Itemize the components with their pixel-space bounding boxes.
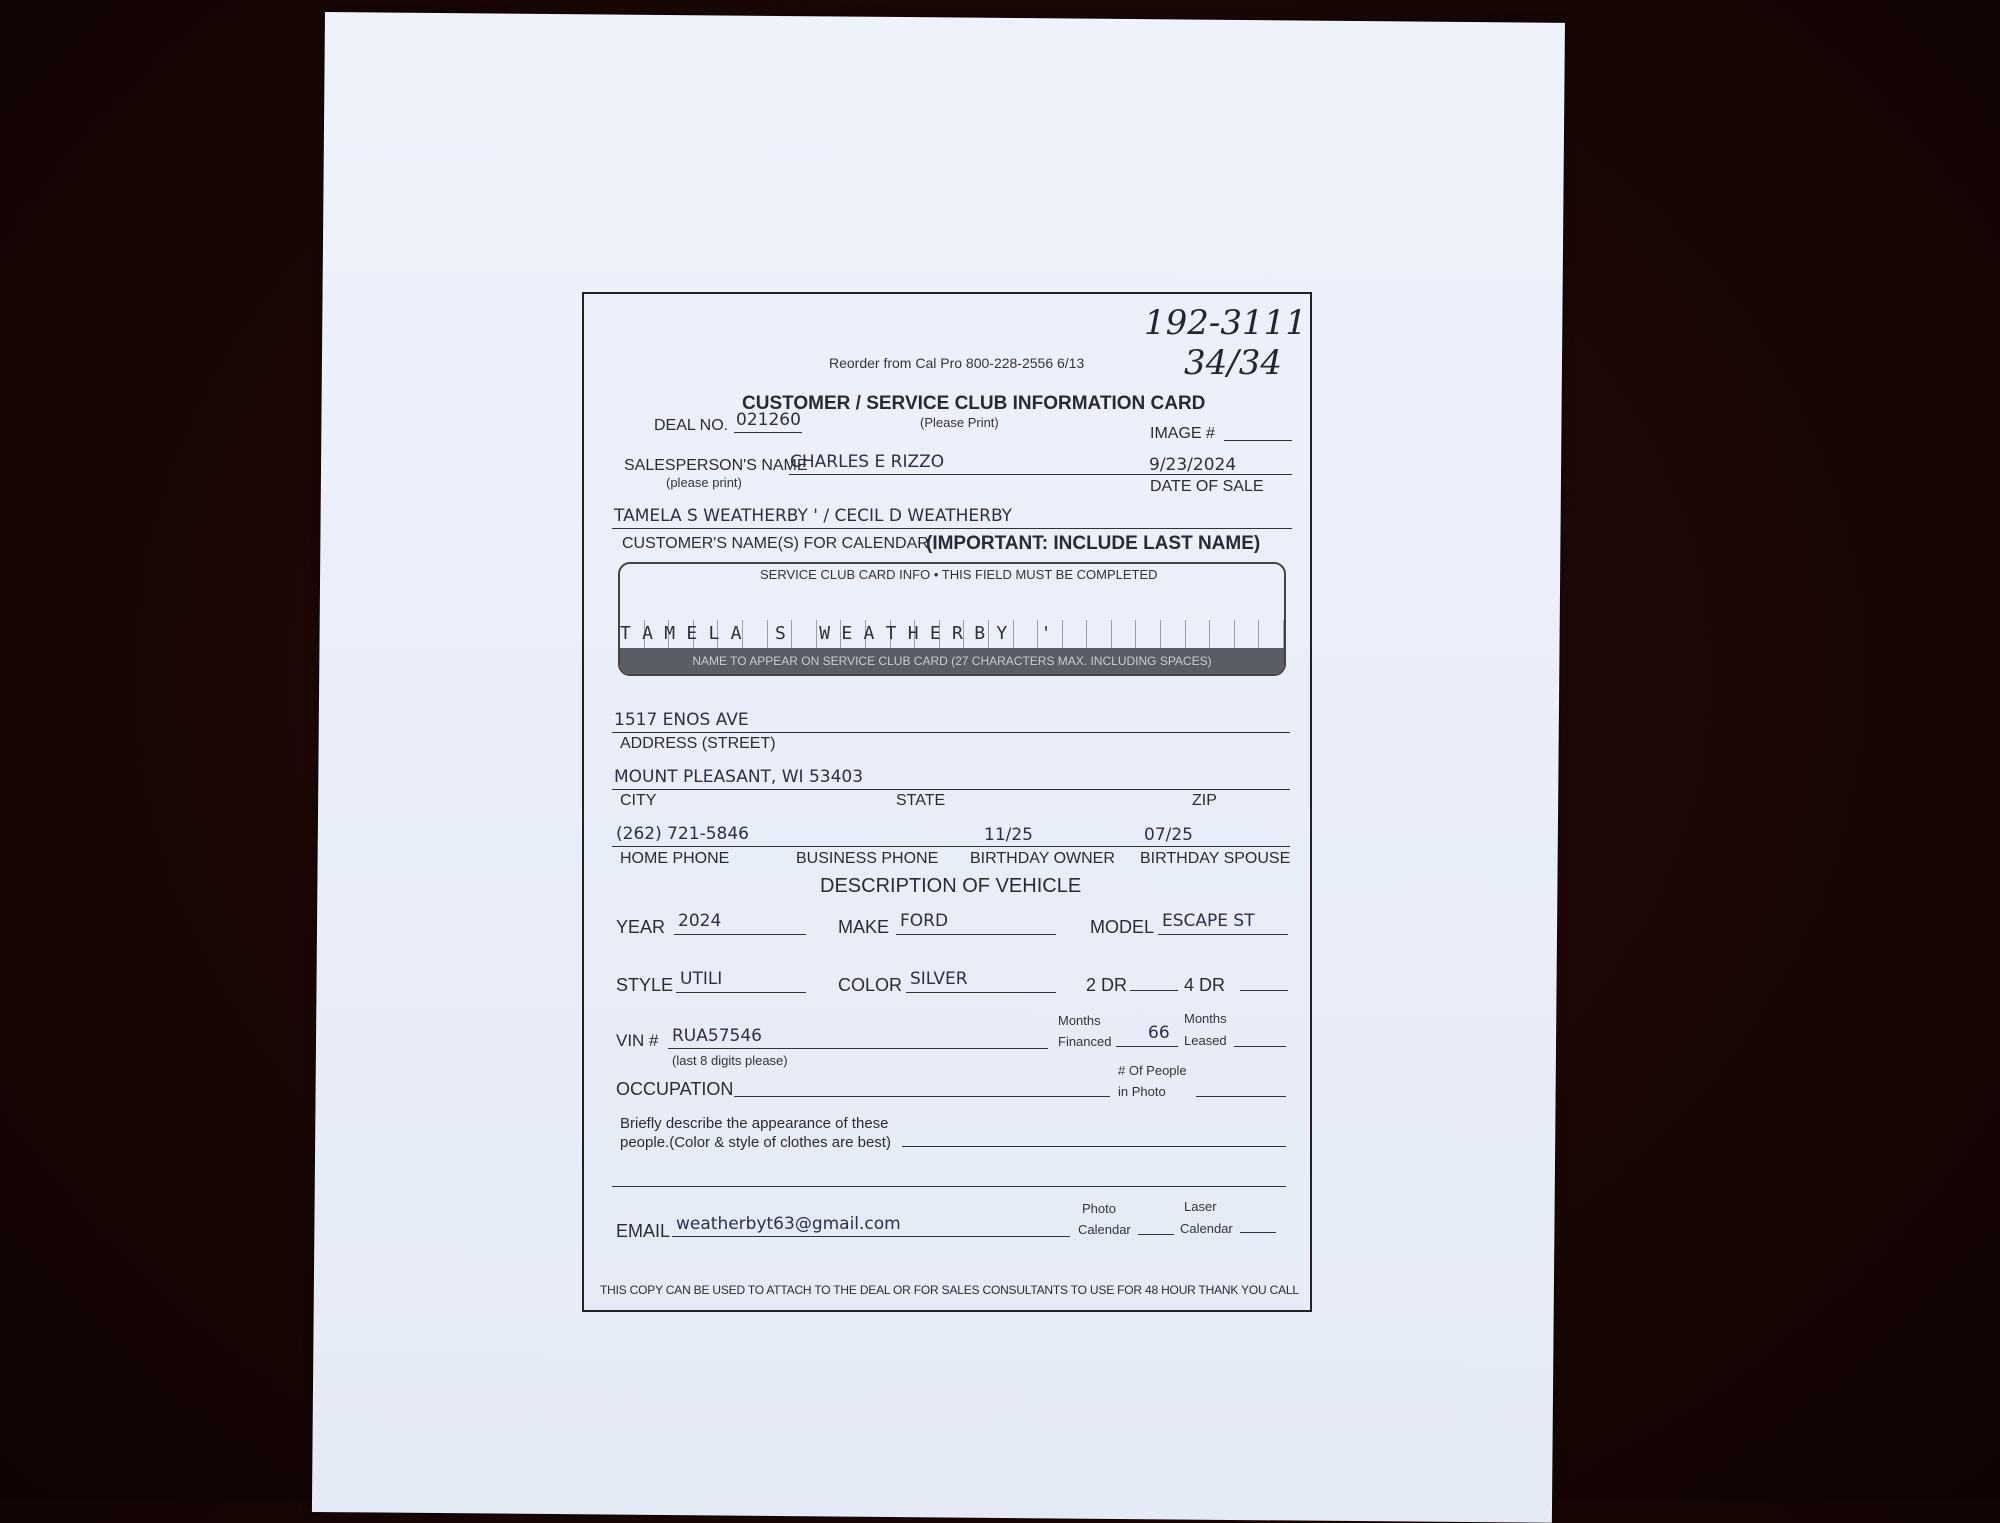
zip-label: ZIP <box>1192 792 1217 809</box>
make-value: FORD <box>900 911 949 931</box>
form-title: CUSTOMER / SERVICE CLUB INFORMATION CARD <box>742 393 1206 414</box>
card-band-label: NAME TO APPEAR ON SERVICE CLUB CARD (27 CHARACTERS MAX. INCLUDING SPACES) <box>620 648 1284 674</box>
describe-label-2: people.(Color & style of clothes are best) <box>620 1134 891 1151</box>
model-label: MODEL <box>1090 917 1155 937</box>
email-value: weatherbyt63@gmail.com <box>676 1214 901 1234</box>
people-in-photo-label-top: # Of People <box>1118 1063 1187 1078</box>
vehicle-heading: DESCRIPTION OF VEHICLE <box>820 875 1082 897</box>
model-value: ESCAPE ST <box>1162 911 1255 931</box>
important-note: (IMPORTANT: INCLUDE LAST NAME) <box>926 533 1261 554</box>
months-leased-label-top: Months <box>1184 1011 1227 1026</box>
style-value: UTILI <box>680 969 723 989</box>
date-of-sale-value: 9/23/2024 <box>1149 455 1237 475</box>
year-value: 2024 <box>678 911 722 931</box>
people-in-photo-label-bottom: in Photo <box>1118 1084 1166 1099</box>
birthday-owner-label: BIRTHDAY OWNER <box>970 850 1115 867</box>
image-no-label: IMAGE # <box>1150 425 1215 442</box>
salesperson-label: SALESPERSON'S NAME <box>624 457 808 474</box>
city-state-zip-value: MOUNT PLEASANT, WI 53403 <box>614 767 864 787</box>
laser-calendar-label-top: Laser <box>1184 1199 1217 1214</box>
state-label: STATE <box>896 792 946 809</box>
style-label: STYLE <box>616 975 674 995</box>
vin-value: RUA57546 <box>672 1026 762 1046</box>
months-financed-label-bottom: Financed <box>1058 1034 1112 1049</box>
handwritten-account-number: 192-3111 <box>1144 303 1307 343</box>
year-label: YEAR <box>616 917 666 937</box>
months-financed-value: 66 <box>1148 1023 1170 1043</box>
vin-label: VIN # <box>616 1031 659 1050</box>
describe-label-1: Briefly describe the appearance of these <box>620 1115 889 1132</box>
laser-calendar-label-bottom: Calendar <box>1180 1221 1233 1236</box>
reorder-note: Reorder from Cal Pro 800-228-2556 6/13 <box>829 355 1085 371</box>
city-label: CITY <box>620 792 657 809</box>
salesperson-value: CHARLES E RIZZO <box>790 452 945 472</box>
customer-names-label: CUSTOMER'S NAME(S) FOR CALENDAR <box>622 535 929 552</box>
months-financed-label-top: Months <box>1058 1013 1101 1028</box>
service-club-label: SERVICE CLUB CARD INFO • THIS FIELD MUST BE COMPLETED <box>760 567 1158 582</box>
service-club-card-field <box>618 562 1286 676</box>
please-print-note: (Please Print) <box>920 415 999 430</box>
make-label: MAKE <box>838 917 890 937</box>
card-name-value: TAMELA S WEATHERBY ' <box>620 623 1063 644</box>
home-phone-label: HOME PHONE <box>620 850 730 867</box>
handwritten-count: 34/34 <box>1184 343 1282 383</box>
vin-note: (last 8 digits please) <box>672 1053 788 1068</box>
address-value: 1517 ENOS AVE <box>614 710 749 730</box>
deal-no-value: 021260 <box>736 410 801 430</box>
color-label: COLOR <box>838 975 903 995</box>
customer-names-value: TAMELA S WEATHERBY ' / CECIL D WEATHERBY <box>614 506 1013 526</box>
two-door-label: 2 DR <box>1086 975 1128 995</box>
date-of-sale-label: DATE OF SALE <box>1150 478 1264 495</box>
please-print-small: (please print) <box>666 475 742 490</box>
address-label: ADDRESS (STREET) <box>620 735 776 752</box>
months-leased-label-bottom: Leased <box>1184 1033 1227 1048</box>
birthday-owner-value: 11/25 <box>984 825 1033 845</box>
email-label: EMAIL <box>616 1221 671 1241</box>
deal-no-label: DEAL NO. <box>654 417 729 434</box>
occupation-label: OCCUPATION <box>616 1079 734 1099</box>
color-value: SILVER <box>910 969 968 989</box>
four-door-label: 4 DR <box>1184 975 1226 995</box>
business-phone-label: BUSINESS PHONE <box>796 850 939 867</box>
home-phone-value: (262) 721-5846 <box>616 824 749 844</box>
photo-calendar-label-top: Photo <box>1082 1201 1116 1216</box>
footer-note: THIS COPY CAN BE USED TO ATTACH TO THE DEAL OR FOR SALES CONSULTANTS TO USE FOR 48 HOUR THANK YOU CALL <box>600 1283 1299 1297</box>
photo-calendar-label-bottom: Calendar <box>1078 1222 1131 1237</box>
birthday-spouse-value: 07/25 <box>1144 825 1193 845</box>
info-card-form <box>582 292 1312 1312</box>
birthday-spouse-label: BIRTHDAY SPOUSE <box>1140 850 1291 867</box>
